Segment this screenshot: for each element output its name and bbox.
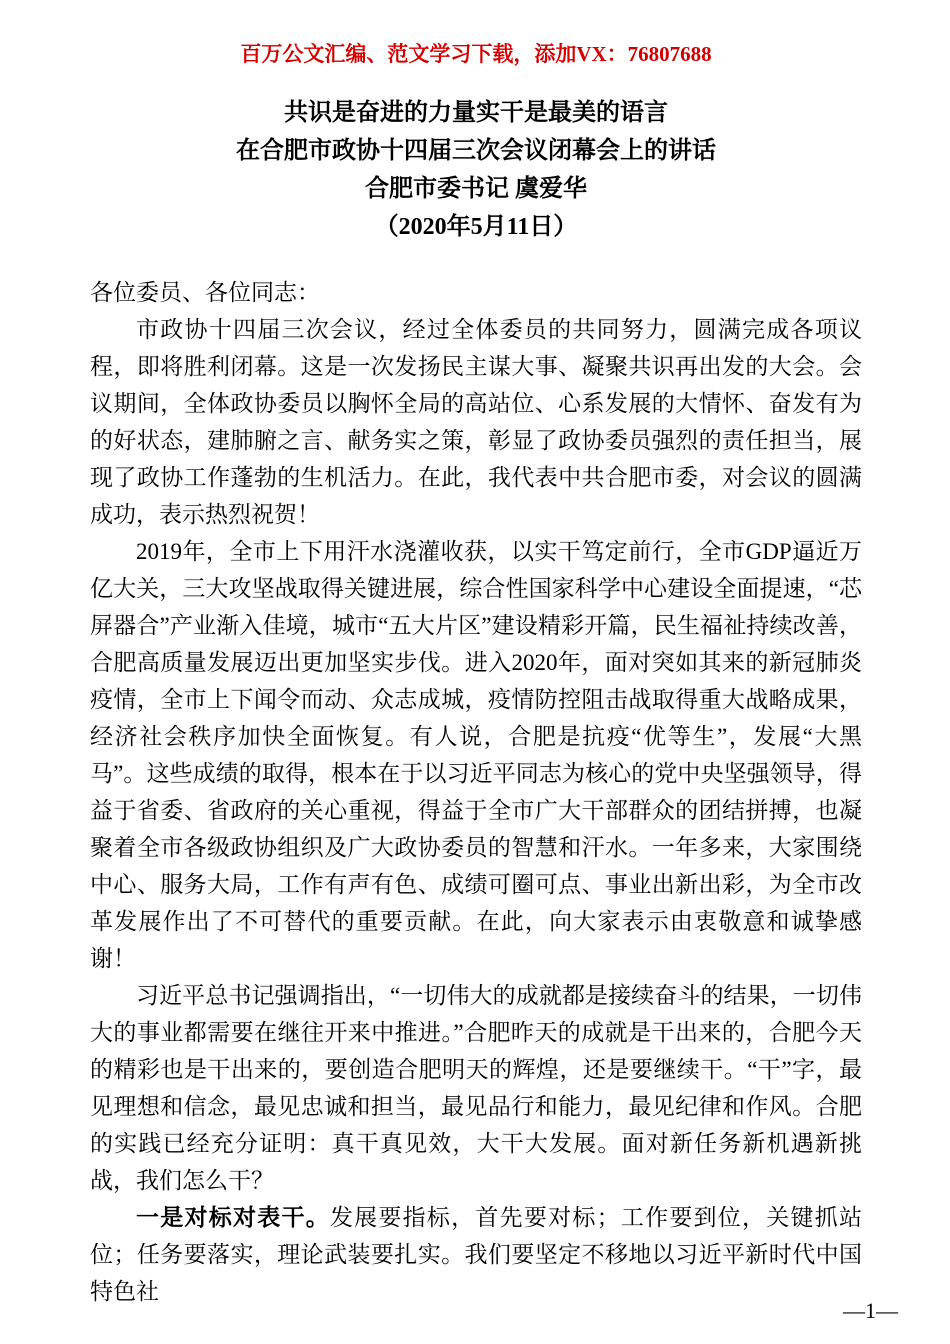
paragraph-3: 习近平总书记强调指出，“一切伟大的成就都是接续奋斗的结果，一切伟大的事业都需要在继往开来中推进。”合肥昨天的成就是干出来的，合肥今天的精彩也是干出来的，要创造合肥明天的辉煌，还是要继续干。“干”字，最见理想和信念，最见忠诚和担当，最见品行和能力，最见纪律和作风。合肥的实践已经充分证明：真干真见效，大干大发展。面对新任务新机遇新挑战，我们怎么干？ [90,983,862,1193]
paragraph-4 [90,1199,862,1310]
paragraph-1: 市政协十四届三次会议，经过全体委员的共同努力，圆满完成各项议程，即将胜利闭幕。这是一次发扬民主谋大事、凝聚共识再出发的大会。会议期间，全体政协委员以胸怀全局的高站位、心系发展的大情怀、奋发有为的好状态，建肺腑之言、献务实之策，彰显了政协委员强烈的责任担当，展现了政协工作蓬勃的生机活力。在此，我代表中共合肥市委，对会议的圆满成功，表示热烈祝贺！ [90,317,862,527]
date-line: （2020年5月11日） [374,214,578,240]
paragraph-4-lead: 一是对标对表干。 [136,1205,330,1230]
paragraph-4-text: 发展要指标，首先要对标；工作要到位，关键抓站位；任务要落实，理论武装要扎实。我们要坚定不移地以习近平新时代中国特色社 [90,1205,863,1304]
title-block [90,94,862,246]
paragraph-2: 2019年，全市上下用汗水浇灌收获，以实干笃定前行，全市GDP逼近万亿大关，三大攻坚战取得关键进展，综合性国家科学中心建设全面提速，“芯屏器合”产业渐入佳境，城市“五大片区”建设精彩开篇，民生福祉持续改善，合肥高质量发展迈出更加坚实步伐。进入2020年，面对突如其来的新冠肺炎疫情，全市上下闻令而动、众志成城，疫情防控阻击战取得重大战略成果，经济社会秩序加快全面恢复。有人说，合肥是抗疫“优等生”，发展“大黑马”。这些成绩的取得，根本在于以习近平同志为核心的党中央坚强领导，得益于省委、省政府的关心重视，得益于全市广大干部群众的团结拼搏，也凝聚着全市各级政协组织及广大政协委员的智慧和汗水。一年多来，大家围绕中心、服务大局，工作有声有色、成绩可圈可点、事业出新出彩，为全市改革发展作出了不可替代的重要贡献。在此，向大家表示由衷敬意和诚挚感谢！ [90,539,862,971]
document-subtitle: 在合肥市政协十四届三次会议闭幕会上的讲话 [236,138,716,164]
document-title: 共识是奋进的力量实干是最美的语言 [284,100,668,126]
header-notice: 百万公文汇编、范文学习下载，添加VX：76807688 [240,42,712,66]
salutation-line: 各位委员、各位同志： [90,280,320,305]
author-line: 合肥市委书记 虞爱华 [365,176,587,202]
document-body [90,274,862,1310]
page-number: —1— [843,1298,898,1323]
